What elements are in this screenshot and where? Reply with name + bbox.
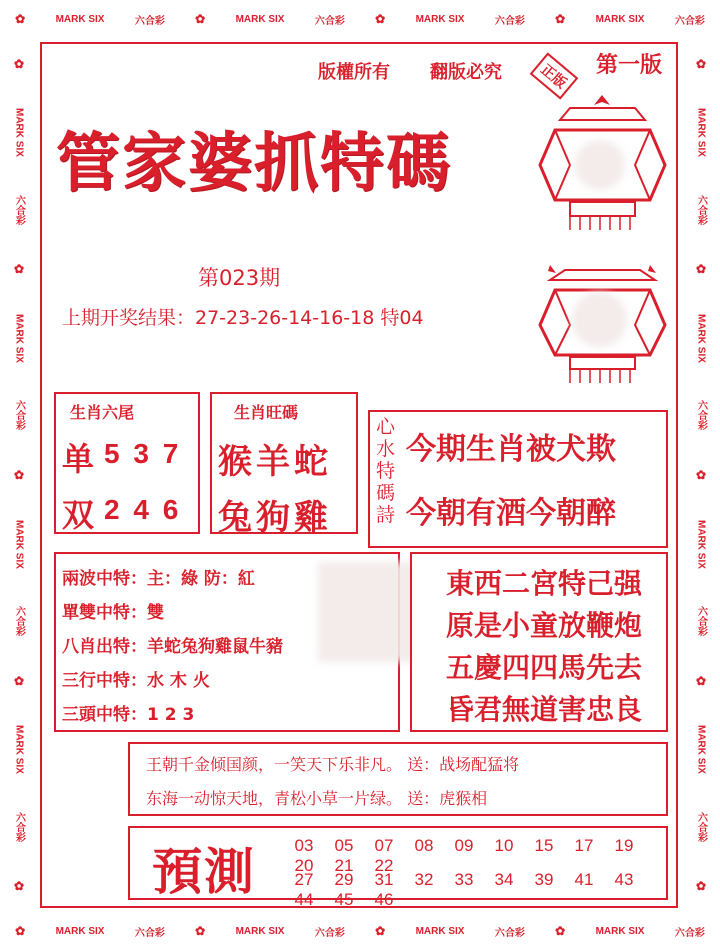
prediction-row: [62, 564, 255, 589]
forecast-number: 43: [614, 870, 634, 889]
border-brand-en: MARK SIX: [235, 925, 285, 937]
border-brand-cn: 六合彩: [494, 15, 525, 27]
border-brand-cn: 六合彩: [674, 15, 705, 27]
forecast-number: 03: [294, 836, 314, 855]
flower-icon: ✿: [12, 879, 26, 894]
flower-icon: ✿: [15, 12, 26, 26]
forecast-number: 07: [374, 836, 394, 855]
flower-icon: ✿: [195, 924, 206, 938]
poem-label: 心水特碼詩: [376, 416, 396, 526]
border-brand-en: MARK SIX: [235, 13, 285, 25]
flower-icon: ✿: [694, 467, 708, 482]
forecast-box: [128, 826, 668, 909]
forecast-number: 21: [334, 856, 354, 875]
prediction-value: 雙: [147, 603, 164, 623]
verse-line-3: 五慶四四馬先去: [446, 651, 643, 684]
phrase-line-2: 东海一动惊天地，青松小草一片绿。 送：虎猴相: [146, 789, 488, 808]
flower-icon: ✿: [15, 924, 26, 938]
flower-icon: ✿: [375, 12, 386, 26]
prediction-label: 八肖出特：: [62, 637, 147, 657]
border-brand-en: MARK SIX: [695, 519, 707, 569]
prediction-value: 1 2 3: [147, 705, 195, 725]
flower-icon: ✿: [12, 673, 26, 688]
flower-icon: ✿: [12, 467, 26, 482]
border-brand-cn: 六合彩: [134, 15, 165, 27]
border-brand-cn: 六合彩: [134, 927, 165, 939]
edition-text: 第一版: [596, 52, 663, 78]
zodiac-tails-box: [54, 392, 200, 534]
bottom-border-band: [0, 912, 720, 950]
flower-icon: ✿: [694, 673, 708, 688]
rights-text: 版權所有: [318, 62, 390, 83]
verse-line-4: 昏君無道害忠良: [446, 693, 643, 726]
forecast-number: 46: [374, 890, 394, 909]
lucky-zodiac-title: 生肖旺碼: [234, 403, 299, 422]
even-values: 2 4 6: [104, 494, 182, 525]
border-brand-en: MARK SIX: [595, 13, 645, 25]
flower-icon: ✿: [375, 924, 386, 938]
forecast-number: 05: [334, 836, 354, 855]
forecast-number: 31: [374, 870, 394, 889]
flower-icon: ✿: [694, 879, 708, 894]
prediction-value: 主：綠 防：紅: [147, 569, 255, 589]
phrase-line-1: 王朝千金倾国颜，一笑天下乐非凡。 送：战场配猛将: [146, 755, 520, 774]
border-brand-en: MARK SIX: [13, 519, 25, 569]
forecast-number: 45: [334, 890, 354, 909]
border-brand-en: MARK SIX: [13, 108, 25, 158]
border-brand-cn: 六合彩: [695, 811, 707, 842]
border-brand-cn: 六合彩: [13, 194, 25, 225]
flower-icon: ✿: [694, 262, 708, 277]
border-brand-cn: 六合彩: [13, 606, 25, 636]
forecast-number: 33: [454, 870, 474, 889]
prediction-row: [62, 666, 210, 691]
forecast-number: 10: [494, 836, 514, 855]
border-brand-en: MARK SIX: [55, 13, 105, 25]
flower-icon: ✿: [12, 262, 26, 277]
border-brand-cn: 六合彩: [13, 400, 25, 431]
blur-patch: [575, 140, 625, 190]
border-brand-cn: 六合彩: [13, 811, 25, 842]
piracy-text: 翻版必究: [430, 62, 502, 83]
verse-box: [410, 552, 668, 732]
odd-values: 5 3 7: [104, 438, 182, 469]
forecast-number: 15: [534, 836, 554, 855]
border-brand-en: MARK SIX: [55, 925, 105, 937]
border-brand-cn: 六合彩: [695, 400, 707, 431]
border-brand-cn: 六合彩: [695, 194, 707, 225]
forecast-number: 27: [294, 870, 314, 889]
verse-line-1: 東西二宮特己强: [446, 567, 643, 600]
flower-icon: ✿: [555, 12, 566, 26]
blur-patch: [318, 562, 418, 662]
poem-line-2: 今朝有酒今朝醉: [406, 496, 616, 531]
forecast-row-2: [290, 870, 666, 910]
prediction-row: [62, 700, 194, 725]
forecast-number: 17: [574, 836, 594, 855]
border-brand-en: MARK SIX: [695, 313, 707, 363]
even-label: 双: [62, 496, 95, 534]
border-brand-cn: 六合彩: [695, 606, 707, 636]
border-brand-en: MARK SIX: [415, 13, 465, 25]
prediction-row: [62, 598, 164, 623]
border-brand-en: MARK SIX: [595, 925, 645, 937]
phrases-box: [128, 742, 668, 816]
odd-label: 单: [62, 440, 95, 478]
lucky-zodiac-row2: 兔狗雞: [218, 498, 332, 538]
poem-box: [368, 410, 668, 548]
last-draw-result: 上期开奖结果：27-23-26-14-16-18 特04: [62, 307, 424, 329]
flower-icon: ✿: [195, 12, 206, 26]
border-brand-cn: 六合彩: [674, 927, 705, 939]
forecast-label: 預測: [152, 842, 256, 901]
prediction-label: 單雙中特：: [62, 603, 147, 623]
seal-stamp: 正版: [530, 52, 579, 99]
verse-line-2: 原是小童放鞭炮: [446, 609, 643, 642]
border-brand-en: MARK SIX: [415, 925, 465, 937]
poem-line-1: 今期生肖被犬欺: [406, 432, 616, 467]
border-brand-cn: 六合彩: [314, 15, 345, 27]
main-title: 管家婆抓特碼: [56, 126, 452, 201]
flower-icon: ✿: [694, 56, 708, 71]
prediction-label: 三頭中特：: [62, 705, 147, 725]
prediction-value: 水 木 火: [147, 671, 210, 691]
forecast-number: 19: [614, 836, 634, 855]
prediction-row: [62, 632, 283, 657]
prediction-label: 兩波中特：: [62, 569, 147, 589]
border-brand-cn: 六合彩: [494, 927, 525, 939]
right-border-band: [682, 38, 720, 912]
border-brand-en: MARK SIX: [695, 725, 707, 775]
forecast-number: 39: [534, 870, 554, 889]
issue-number: 第023期: [198, 266, 281, 290]
forecast-number: 41: [574, 870, 594, 889]
forecast-number: 29: [334, 870, 354, 889]
lucky-zodiac-box: [210, 392, 358, 538]
forecast-number: 44: [294, 890, 314, 909]
border-brand-en: MARK SIX: [13, 725, 25, 775]
border-brand-en: MARK SIX: [695, 108, 707, 158]
flower-icon: ✿: [12, 56, 26, 71]
top-border-band: [0, 0, 720, 38]
border-brand-en: MARK SIX: [13, 313, 25, 363]
forecast-number: 32: [414, 870, 434, 889]
prediction-value: 羊蛇兔狗雞鼠牛豬: [147, 637, 283, 657]
left-border-band: [0, 38, 38, 912]
zodiac-tails-title: 生肖六尾: [70, 403, 135, 422]
forecast-number: 22: [374, 856, 394, 875]
forecast-number: 20: [294, 856, 314, 875]
border-brand-cn: 六合彩: [314, 927, 345, 939]
lucky-zodiac-row1: 猴羊蛇: [218, 442, 332, 482]
forecast-number: 34: [494, 870, 514, 889]
forecast-number: 08: [414, 836, 434, 855]
forecast-number: 09: [454, 836, 474, 855]
flower-icon: ✿: [555, 924, 566, 938]
prediction-label: 三行中特：: [62, 671, 147, 691]
blur-patch: [572, 292, 627, 347]
